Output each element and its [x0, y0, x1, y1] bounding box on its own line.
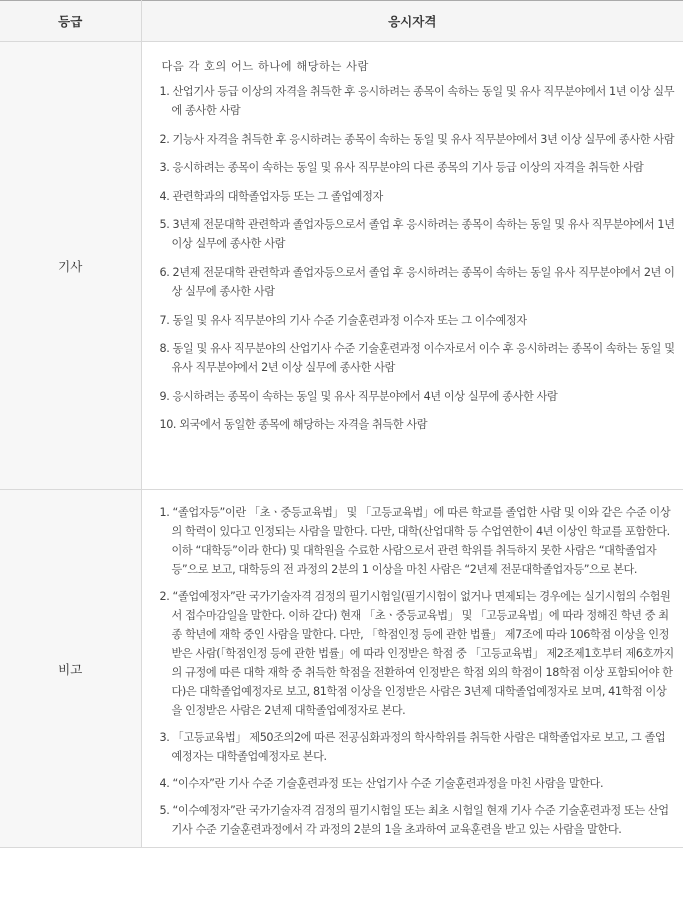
grade-cell-remarks: 비고 [0, 490, 141, 848]
table-row-engineer [0, 42, 683, 490]
list-item: 10. 외국에서 동일한 종목에 해당하는 자격을 취득한 사람 [159, 418, 428, 432]
list-item: 5. 3년제 전문대학 관련학과 졸업자등으로서 졸업 후 응시하려는 종목이 속하는 동일 및 유사 직무분야에서 1년 이상 실무에 종사한 사람 [159, 218, 675, 251]
qualification-cell-engineer [141, 42, 683, 490]
list-item: 8. 동일 및 유사 직무분야의 산업기사 수준 기술훈련과정 이수자로서 이수 후 응시하려는 종목이 속하는 동일 및 유사 직무분야에서 2년 이상 실무에 종사한 사람 [159, 342, 675, 375]
list-item: 5. “이수예정자”란 국가기술자격 검정의 필기시험일 또는 최초 시험일 현재 기사 수준 기술훈련과정 또는 산업기사 수준 기술훈련과정에서 각 과정의 2분의 1을 초과하여 교육훈련을 받고 있는 사람을 말한다. [159, 804, 669, 836]
list-item: 7. 동일 및 유사 직무분야의 기사 수준 기술훈련과정 이수자 또는 그 이수예정자 [159, 313, 527, 327]
header-qualification: 응시자격 [141, 1, 683, 42]
header-row [0, 1, 683, 42]
header-grade: 등급 [0, 1, 141, 42]
list-item: 4. 관련학과의 대학졸업자등 또는 그 졸업예정자 [159, 189, 383, 203]
requirement-list [160, 82, 676, 434]
list-item: 6. 2년제 전문대학 관련학과 졸업자등으로서 졸업 후 응시하려는 종목이 속하는 동일 유사 직무분야에서 2년 이상 실무에 종사한 사람 [159, 265, 675, 298]
list-item: 2. “졸업예정자”란 국가기술자격 검정의 필기시험일(필기시험이 없거나 면제되는 경우에는 실기시험의 수험원서 접수마감일을 말한다. 이하 같다) 현재 「초ㆍ중등교육법」 및 「고등교육법」에 따라 정해진 학년 중 최종 학년에 재학 중인 사람을 말한다. 다만, 「학점인정 등에 관한 법률」 제7조에 따라 106학점 이상을 인정받은 사람(「학점인정 등에 관한 법률」에 따라 인정받은 학점 중 「고등교육법」 제2조제1호부터 제6호까지의 규정에 따른 대학 재학 중 취득한 학점을 전환하여 인정받은 학점 외의 학점이 18학점 이상 포함되어야 한다)은 대학졸업예정자로 보고, 81학점 이상을 인정받은 사람은 3년제 대학졸업예정자로 보며, 41학점 이상을 인정받은 사람은 2년제 대학졸업예정자로 본다. [159, 590, 674, 717]
list-item: 3. 응시하려는 종목이 속하는 동일 및 유사 직무분야의 다른 종목의 기사 등급 이상의 자격을 취득한 사람 [159, 161, 644, 175]
list-item: 1. 산업기사 등급 이상의 자격을 취득한 후 응시하려는 종목이 속하는 동일 및 유사 직무분야에서 1년 이상 실무에 종사한 사람 [159, 85, 675, 117]
lead-text: 다음 각 호의 어느 하나에 해당하는 사람 [161, 60, 369, 73]
list-item: 9. 응시하려는 종목이 속하는 동일 및 유사 직무분야에서 4년 이상 실무에 종사한 사람 [159, 389, 558, 403]
table-row-remarks [0, 490, 683, 848]
list-item: 3. 「고등교육법」 제50조의2에 따른 전공심화과정의 학사학위를 취득한 사람은 대학졸업자로 보고, 그 졸업예정자는 대학졸업예정자로 본다. [159, 731, 666, 763]
list-item: 2. 기능사 자격을 취득한 후 응시하려는 종목이 속하는 동일 및 유사 직무분야에서 3년 이상 실무에 종사한 사람 [159, 132, 675, 146]
list-item: 4. “이수자”란 기사 수준 기술훈련과정 또는 산업기사 수준 기술훈련과정을 마친 사람을 말한다. [159, 777, 604, 790]
remarks-list [160, 503, 676, 839]
remarks-cell [141, 490, 683, 848]
list-item: 1. “졸업자등”이란 「초ㆍ중등교육법」 및 「고등교육법」에 따른 학교를 졸업한 사람 및 이와 같은 수준 이상의 학력이 있다고 인정되는 사람을 말한다. 다만, 대학(산업대학 등 수업연한이 4년 이상인 학교를 포함한다. 이하 “대학등”이라 한다) 및 대학원을 수료한 사람으로서 관련 학위를 취득하지 못한 사람은 “대학졸업자등”으로 보고, 대학등의 전 과정의 2분의 1 이상을 마친 사람은 “2년제 전문대학졸업자등”으로 본다. [159, 506, 671, 576]
grade-cell-engineer: 기사 [0, 42, 141, 490]
